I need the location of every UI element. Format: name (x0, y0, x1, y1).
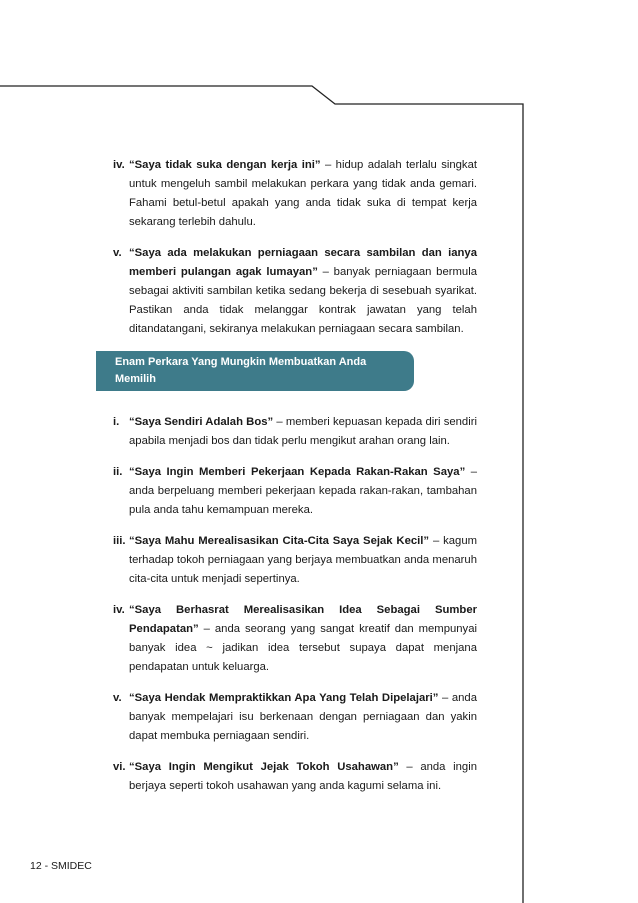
item-number: i. (113, 416, 120, 428)
main-content (113, 156, 477, 808)
item-body: – hidup adalah terlalu singkat untuk mengeluh sambil melakukan perkara yang tidak anda gemari. Fahami betul-betul apakah yang anda tidak suka di tempat kerja sekarang terlebih dahulu. (129, 159, 478, 228)
item-heading: “Saya Sendiri Adalah Bos” (129, 416, 274, 428)
item-body: – anda seorang yang sangat kreatif dan mempunyai banyak idea ~ jadikan idea tersebut supaya dapat menjana pendapatan untuk keluarga. (129, 623, 477, 673)
item-number: v. (113, 692, 122, 704)
page-footer: 12 - SMIDEC (30, 860, 92, 872)
list-item-v (113, 689, 477, 746)
item-heading: “Saya ada melakukan perniagaan secara sambilan dan ianya memberi pulangan agak lumayan” (129, 247, 477, 278)
item-body: – anda banyak mempelajari isu berkenaan dengan perniagaan dan yakin dapat membuka perniagaan sendiri. (129, 692, 477, 742)
list-item-top-v (113, 244, 477, 339)
list-item-i (113, 413, 477, 451)
item-body: – kagum terhadap tokoh perniagaan yang berjaya membuatkan anda menaruh cita-cita untuk menjadi sepertinya. (129, 535, 478, 585)
item-number: iv. (113, 159, 125, 171)
list-item-iii (113, 532, 477, 589)
item-number: v. (113, 247, 122, 259)
item-heading: “Saya Mahu Merealisasikan Cita-Cita Saya Sejak Kecil” (129, 535, 430, 547)
item-body: – anda berpeluang memberi pekerjaan kepada rakan-rakan, tambahan pula anda tahu kemampuan mereka. (129, 466, 477, 516)
item-heading: “Saya tidak suka dengan kerja ini” (129, 159, 321, 171)
item-number: ii. (113, 466, 123, 478)
list-item-top-iv (113, 156, 477, 232)
banner-line-1: Enam Perkara Yang Mungkin Membuatkan Anda Memilih (115, 356, 367, 385)
section-banner (96, 351, 414, 402)
item-number: iv. (113, 604, 125, 616)
item-heading: “Saya Berhasrat Merealisasikan Idea Sebagai Sumber Pendapatan” (129, 604, 477, 635)
item-body: – anda ingin berjaya seperti tokoh usahawan yang anda kagumi selama ini. (129, 761, 477, 792)
item-number: vi. (113, 761, 126, 773)
item-body: – banyak perniagaan bermula sebagai aktiviti sambilan ketika sedang bekerja di sesebuah syarikat. Pastikan anda tidak melanggar kontrak jawatan yang telah ditandatangani, sekiranya melakukan perniagaan secara sambilan. (129, 266, 477, 335)
list-item-ii (113, 463, 477, 520)
list-item-vi (113, 758, 477, 796)
banner-line-2: Keusahawanan Sebagai Kerjaya (115, 390, 284, 402)
item-heading: “Saya Ingin Mengikut Jejak Tokoh Usahawan” (129, 761, 399, 773)
item-heading: “Saya Ingin Memberi Pekerjaan Kepada Rakan-Rakan Saya” (129, 466, 466, 478)
item-body: – memberi kepuasan kepada diri sendiri apabila menjadi bos dan tidak perlu mengikut arahan orang lain. (129, 416, 477, 447)
list-item-iv (113, 601, 477, 677)
item-heading: “Saya Hendak Mempraktikkan Apa Yang Telah Dipelajari” (129, 692, 439, 704)
item-number: iii. (113, 535, 126, 547)
